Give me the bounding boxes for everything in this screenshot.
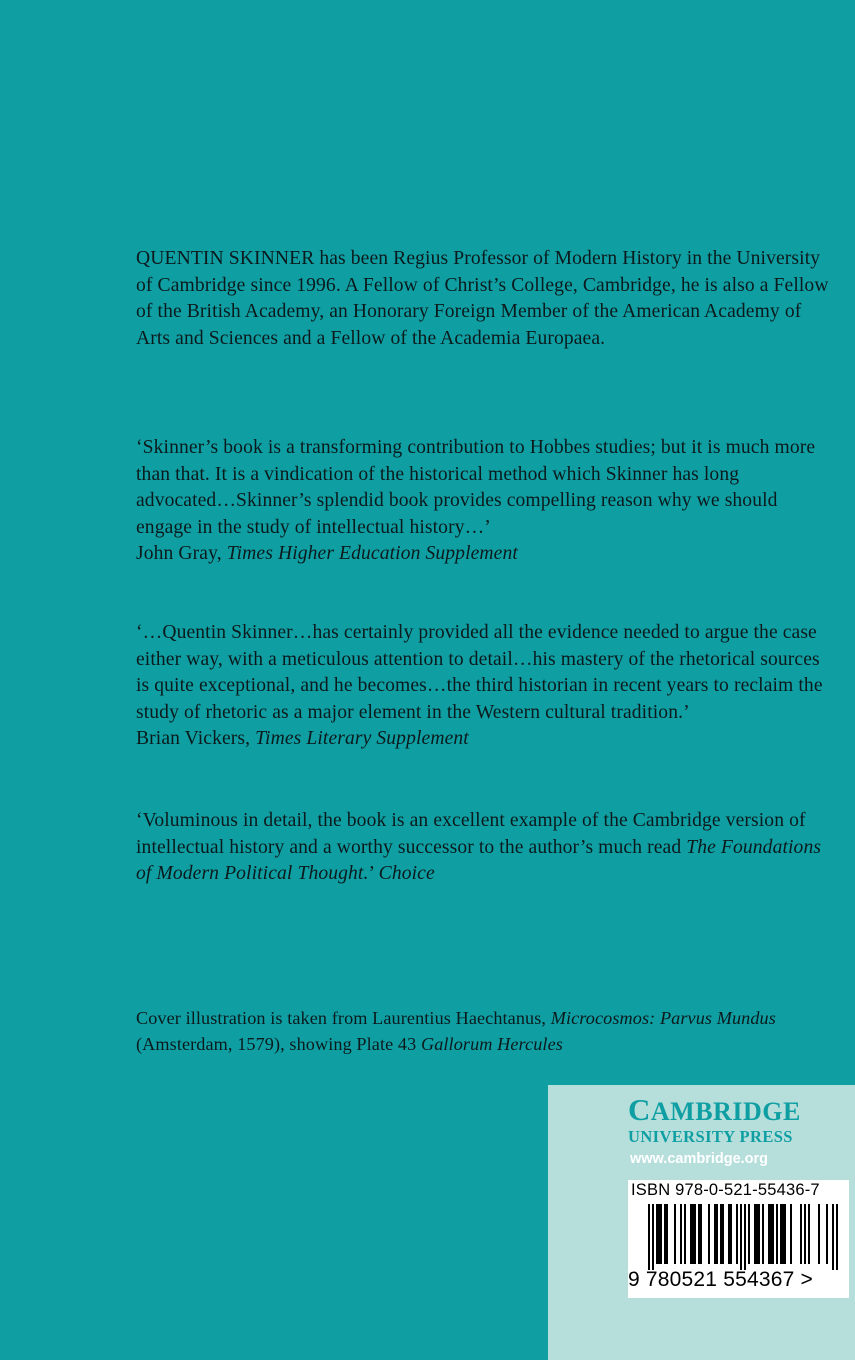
barcode-bar	[736, 1204, 738, 1264]
barcode-bar	[800, 1204, 802, 1264]
publisher-name-rest: AMBRIDGE	[650, 1097, 801, 1126]
publisher-name	[628, 1093, 853, 1129]
barcode-bar	[728, 1204, 730, 1264]
review-2-attribution	[136, 726, 836, 753]
barcode-digits: 9 780521 554367 >	[628, 1268, 813, 1291]
barcode-bar	[680, 1204, 682, 1264]
barcode-bar	[730, 1204, 732, 1264]
barcode-bar	[716, 1204, 718, 1264]
barcode-bar	[674, 1204, 676, 1264]
barcode-bar	[770, 1204, 772, 1264]
barcode-bar	[772, 1204, 774, 1264]
review-3-close: ’	[368, 863, 379, 885]
review-1	[136, 435, 836, 568]
barcode-bar	[666, 1204, 668, 1264]
barcode-bar	[698, 1204, 700, 1264]
barcode-bar	[722, 1204, 724, 1264]
publisher-url[interactable]: www.cambridge.org	[630, 1151, 769, 1167]
review-3-text: ‘Voluminous in detail, the book is an excellent example of the Cambridge version of intellectual history and a worthy successor to the author’s much read	[136, 810, 806, 858]
review-1-quote: ‘Skinner’s book is a transforming contribution to Hobbes studies; but it is much more than that. It is a vindication of the historical method which Skinner has long advocated…Skinner’s splendid book provides compelling reason why we should engage in the study of intellectual history…’	[136, 437, 816, 538]
caption-middle: (Amsterdam, 1579), showing Plate 43	[136, 1033, 421, 1054]
barcode-bar	[836, 1204, 838, 1270]
barcode-bar	[768, 1204, 770, 1264]
review-2-quote: ‘…Quentin Skinner…has certainly provided all the evidence needed to argue the case either way, with a meticulous attention to detail…his mastery of the rhetorical sources is quite exceptional, and he becomes…the third historian in recent years to reclaim the study of rhetoric as a major element in the Western cultural tradition.’	[136, 622, 823, 723]
barcode-bar	[818, 1204, 820, 1264]
barcode-bar	[684, 1204, 686, 1264]
barcode-bars	[628, 1204, 849, 1270]
publisher-name-initial: C	[628, 1092, 651, 1127]
barcode-bar	[658, 1204, 660, 1264]
review-3-source: Choice	[378, 863, 435, 885]
review-1-attribution	[136, 541, 836, 568]
barcode-bar	[776, 1204, 778, 1264]
barcode-bar	[692, 1204, 694, 1264]
review-3-quote	[136, 808, 836, 888]
barcode-bar	[690, 1204, 692, 1264]
author-bio	[136, 246, 836, 352]
publisher-subtitle: UNIVERSITY PRESS	[628, 1127, 793, 1146]
barcode-bar	[708, 1204, 710, 1264]
review-1-reviewer: John Gray,	[136, 543, 227, 565]
barcode-bar	[748, 1204, 750, 1264]
barcode-bar	[700, 1204, 702, 1264]
barcode-bar	[694, 1204, 696, 1264]
barcode-bar	[714, 1204, 716, 1264]
isbn-label: ISBN 978-0-521-55436-7	[631, 1181, 820, 1199]
barcode-bar	[756, 1204, 758, 1264]
barcode-bar	[790, 1204, 792, 1264]
barcode-bar	[808, 1204, 810, 1264]
author-bio-text: QUENTIN SKINNER has been Regius Professor of Modern History in the University of Cambridge since 1996. A Fellow of Christ’s College, Cambridge, he is also a Fellow of the British Academy, an Honorary Foreign Member of the American Academy of Arts and Sciences and a Fellow of the Academia Europaea.	[136, 248, 829, 349]
review-1-source: Times Higher Education Supplement	[226, 543, 518, 565]
barcode-bar	[784, 1204, 786, 1264]
cover-caption-text	[136, 1006, 836, 1057]
publisher-logo	[628, 1093, 853, 1147]
barcode-bar	[648, 1204, 650, 1270]
barcode-bar	[652, 1204, 654, 1270]
review-2	[136, 620, 836, 753]
barcode-bar	[832, 1204, 834, 1270]
barcode-bar	[758, 1204, 760, 1264]
barcode-bar	[660, 1204, 662, 1264]
caption-work: Microcosmos: Parvus Mundus	[550, 1008, 776, 1028]
review-2-reviewer: Brian Vickers,	[136, 728, 256, 750]
review-3-book-title: The Foundations of Modern Political Thought.	[136, 836, 822, 885]
barcode-bar	[762, 1204, 764, 1264]
barcode	[628, 1180, 849, 1298]
barcode-bar	[780, 1204, 782, 1264]
barcode-bar	[782, 1204, 784, 1264]
caption-plate: Gallorum Hercules	[420, 1033, 563, 1054]
barcode-bar	[720, 1204, 722, 1264]
barcode-bar	[664, 1204, 666, 1264]
barcode-bar	[744, 1204, 746, 1270]
review-3	[136, 808, 836, 888]
barcode-bar	[804, 1204, 806, 1264]
cover-caption	[136, 1006, 836, 1057]
barcode-bar	[754, 1204, 756, 1264]
review-2-source: Times Literary Supplement	[255, 728, 469, 750]
barcode-bar	[740, 1204, 742, 1270]
barcode-bar	[826, 1204, 828, 1264]
caption-prefix: Cover illustration is taken from Laurentius Haechtanus,	[136, 1008, 551, 1028]
barcode-bar	[656, 1204, 658, 1264]
publisher-panel	[548, 1085, 855, 1360]
